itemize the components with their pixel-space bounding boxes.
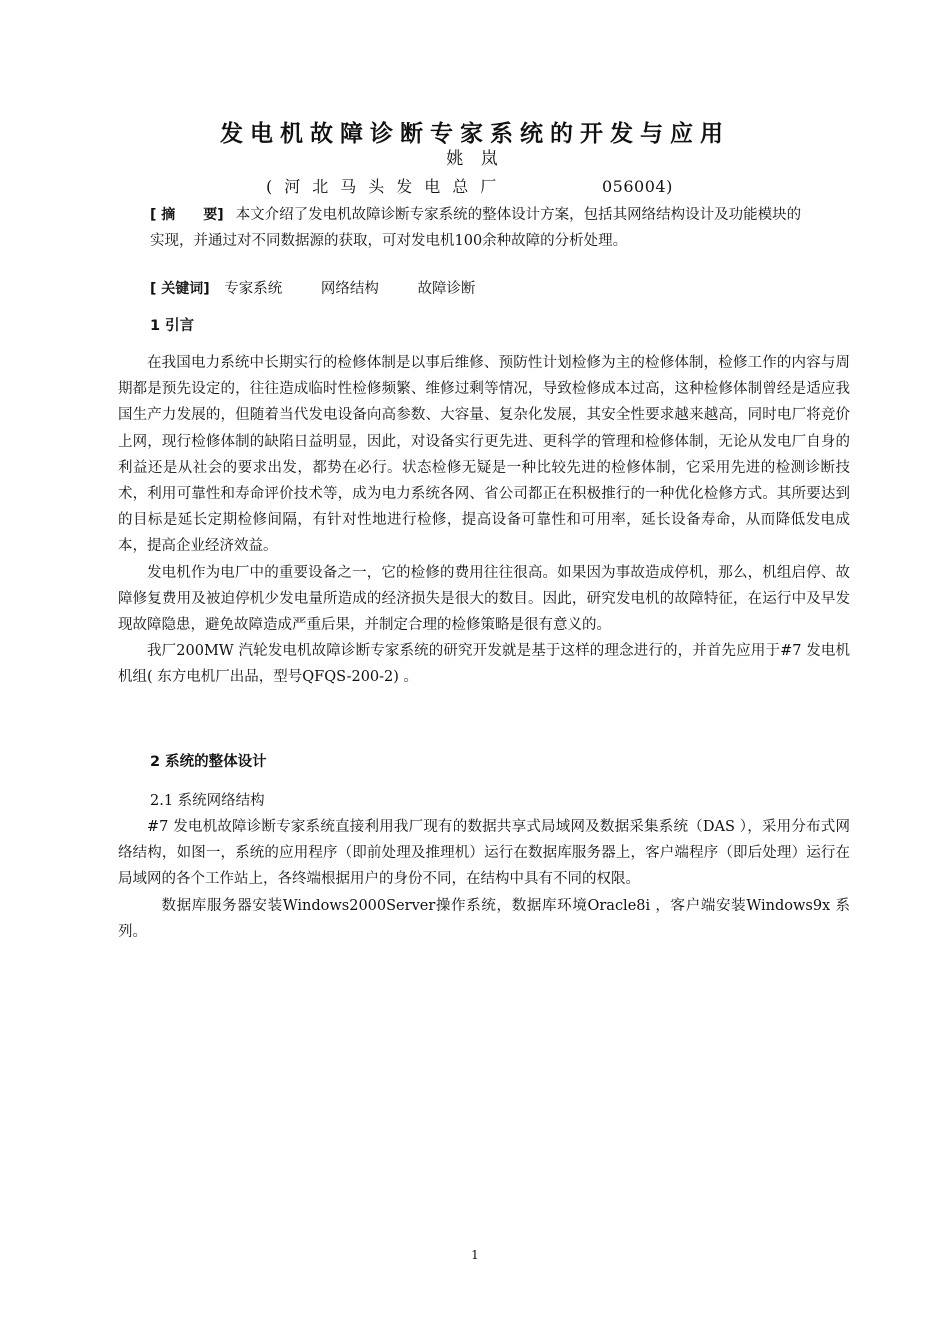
author-name: 姚 岚 [446, 149, 504, 169]
section-design-body [118, 814, 850, 945]
keywords-label: [ 关键词] [150, 281, 210, 297]
subsection-heading-network: 2.1 系统网络结构 [150, 793, 265, 809]
affiliation [266, 176, 716, 198]
abstract-label [150, 207, 224, 223]
paper-title: 发电机故障诊断专家系统的开发与应用 [220, 121, 730, 147]
abstract-text: 本文介绍了发电机故障诊断专家系统的整体设计方案，包括其网络结构设计及功能模块的实现，并通过对不同数据源的获取，可对发电机100余种故障的分析处理。 [150, 207, 802, 249]
keyword-item: 网络结构 [320, 281, 379, 297]
section-heading-intro: 1 引言 [150, 318, 195, 334]
paragraph: 发电机作为电厂中的重要设备之一，它的检修的费用往往很高。如果因为事故造成停机，那么，机组启停、故障修复费用及被迫停机少发电量所造成的经济损失是很大的数目。因此，研究发电机的故障特征，在运行中及早发现故障隐患，避免故障造成严重后果，并制定合理的检修策略是很有意义的。 [118, 564, 850, 634]
paragraph: 数据库服务器安装Windows2000Server操作系统，数据库环境Oracle8i ，客户端安装Windows9x 系列。 [118, 897, 850, 940]
page-number: 1 [471, 1248, 479, 1262]
affiliation-name: (河北马头发电总厂 [266, 177, 509, 196]
paragraph: 我厂200MW 汽轮发电机故障诊断专家系统的研究开发就是基于这样的理念进行的，并首先应用于#7 发电机机组( 东方电机厂出品，型号QFQS-200-2) 。 [118, 643, 850, 686]
section-intro-body [118, 350, 850, 691]
keywords [150, 276, 810, 302]
keyword-item: 专家系统 [224, 281, 283, 297]
abstract-label-head: [ 摘 [150, 207, 176, 223]
affiliation-postcode: 056004) [602, 177, 673, 196]
abstract [150, 202, 810, 254]
section-heading-design: 2 系统的整体设计 [150, 754, 267, 770]
keyword-item: 故障诊断 [417, 281, 476, 297]
paragraph: 在我国电力系统中长期实行的检修体制是以事后维修、预防性计划检修为主的检修体制，检修工作的内容与周期都是预先设定的，往往造成临时性检修频繁、维修过剩等情况，导致检修成本过高，这种检修体制曾经是适应我国生产力发展的，但随着当代发电设备向高参数、大容量、复杂化发展，其安全性要求越来越高，同时电厂将竞价上网，现行检修体制的缺陷日益明显，因此，对设备实行更先进、更科学的管理和检修体制，无论从发电厂自身的利益还是从社会的要求出发，都势在必行。状态检修无疑是一种比较先进的检修体制，它采用先进的检测诊断技术，利用可靠性和寿命评价技术等，成为电力系统各网、省公司都正在积极推行的一种优化检修方式。其所要达到的目标是延长定期检修间隔，有针对性地进行检修，提高设备可靠性和可用率，延长设备寿命，从而降低发电成本，提高企业经济效益。 [118, 355, 850, 555]
paragraph: #7 发电机故障诊断专家系统直接利用我厂现有的数据共享式局域网及数据采集系统（DAS ），采用分布式网络结构，如图一，系统的应用程序（即前处理及推理机）运行在数据库服务器上，客户端程序（即后处理）运行在局域网的各个工作站上，各终端根据用户的身份不同，在结构中具有不同的权限。 [118, 819, 850, 888]
abstract-label-tail: 要] [203, 207, 224, 223]
